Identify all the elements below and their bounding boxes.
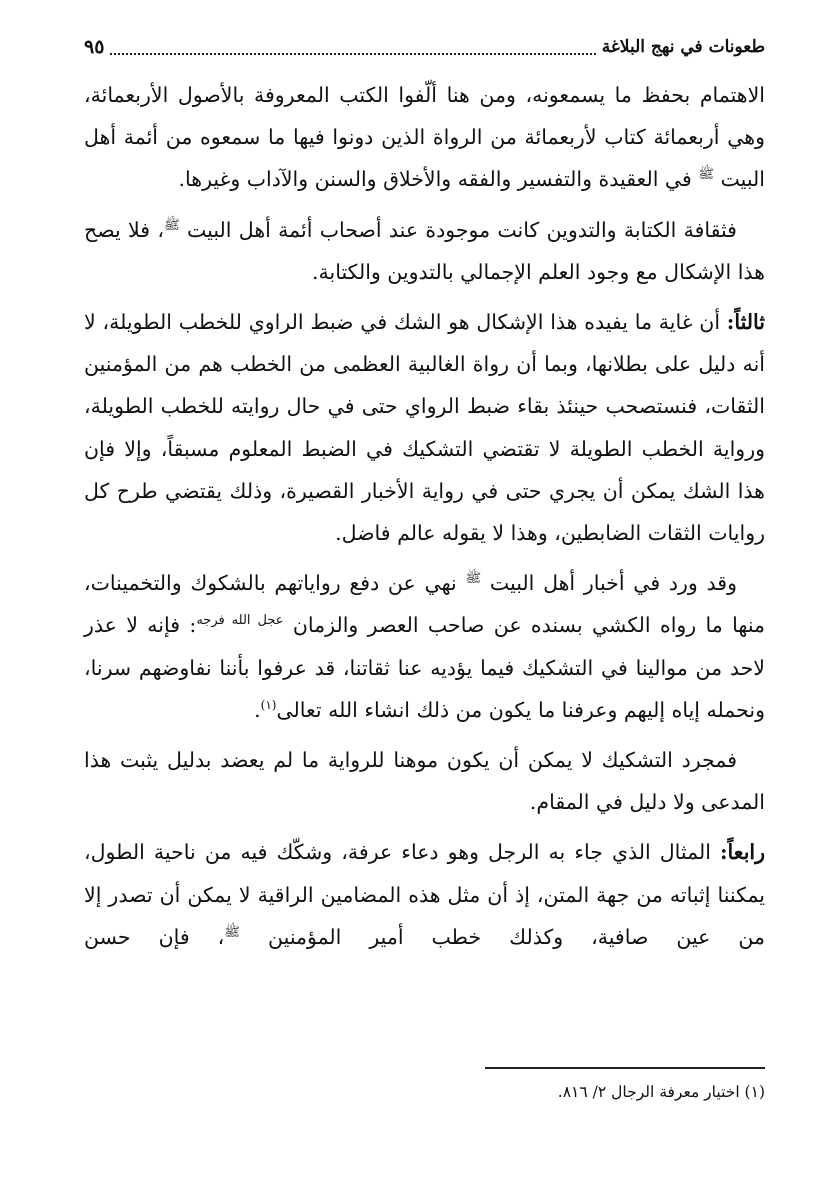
paragraph-3: ثالثاً: أن غاية ما يفيده هذا الإشكال هو الشك في ضبط الراوي للخطب الطويلة، لا أنه دليل على بطلانها، وبما أن رواة الغالبية العظمى من الخطب هم من المؤمنين الثقات، فنستصحب حينئذ بقاء ضبط الرواي حتى في حال روايته للخطب الطويلة، ورواية الخطب الطويلة لا تقتضي التشكيك في الضبط المعلوم مسبقاً، وإلا فإن هذا الشك يمكن أن يجري حتى في رواية الأخبار القصيرة، وذلك يقتضي طرح كل روايات الثقات الضابطين، وهذا لا يقوله عالم فاضل. <box>84 310 765 546</box>
footnote-separator <box>485 1067 765 1069</box>
page-number: ٩٥ <box>84 36 105 58</box>
honorific-mark: ﷺ <box>465 571 482 587</box>
honorific-mark: ﷺ <box>164 217 180 233</box>
honorific-mark: ﷺ <box>698 167 715 183</box>
footnote: (١) اختيار معرفة الرجال ٢/ ٨١٦. <box>557 1083 765 1101</box>
body-text <box>84 74 765 966</box>
paragraph-2: فثقافة الكتابة والتدوين كانت موجودة عند أصحاب أئمة أهل البيت $^ﷺ$، فلا يصح هذا الإشكال مع وجود العلم الإجمالي بالتدوين والكتابة. <box>84 217 765 284</box>
honorific-mark: عجل الله فرجه <box>196 613 284 629</box>
book-title: طعونات في نهج البلاغة <box>601 37 765 57</box>
running-header <box>84 30 765 64</box>
point-lead-third: ثالثاً: <box>726 310 765 335</box>
paragraph-1: الاهتمام بحفظ ما يسمعونه، ومن هنا ألّفوا الكتب المعروفة بالأصول الأربعمائة، وهي أربعمائة كتاب لأربعمائة من الرواة الذين دونوا فيها ما سمعوه من أئمة أهل البيت $^ﷺ$ في العقيدة والتفسير والفقه والأخلاق والسنن والآداب وغيرها. <box>84 83 765 192</box>
paragraph-5: فمجرد التشكيك لا يمكن أن يكون موهنا للرواية ما لم يعضد بدليل يثبت هذا المدعى ولا دليل في المقام. <box>84 748 765 815</box>
honorific-mark: ﷺ <box>224 925 241 941</box>
paragraph-4: وقد ورد في أخبار أهل البيت $^ﷺ$ نهي عن دفع رواياتهم بالشكوك والتخمينات، منها ما رواه الكشي بسنده عن صاحب العصر والزمان $^{عجل الله فرجه}$: فإنه لا عذر لاحد من موالينا في التشكيك فيما يؤديه عنا ثقاتنا، قد عرفوا بأننا نفاوضهم سرنا، ونحمله إياه إليهم وعرفنا ما يكون من ذلك انشاء الله تعالى$^{(١)}$. <box>84 571 766 722</box>
footnote-reference[interactable]: (١) <box>260 698 277 713</box>
paragraph-6: رابعاً: المثال الذي جاء به الرجل وهو دعاء عرفة، وشكّك فيه من ناحية الطول، يمكننا إثباته من جهة المتن، إذ أن مثل هذه المضامين الراقية لا يمكن أن تصدر إلا من عين صافية، وكذلك خطب أمير المؤمنين $^ﷺ$، فإن حسن <box>84 840 765 949</box>
header-dot-leader <box>110 39 595 55</box>
point-lead-fourth: رابعاً: <box>719 840 765 865</box>
